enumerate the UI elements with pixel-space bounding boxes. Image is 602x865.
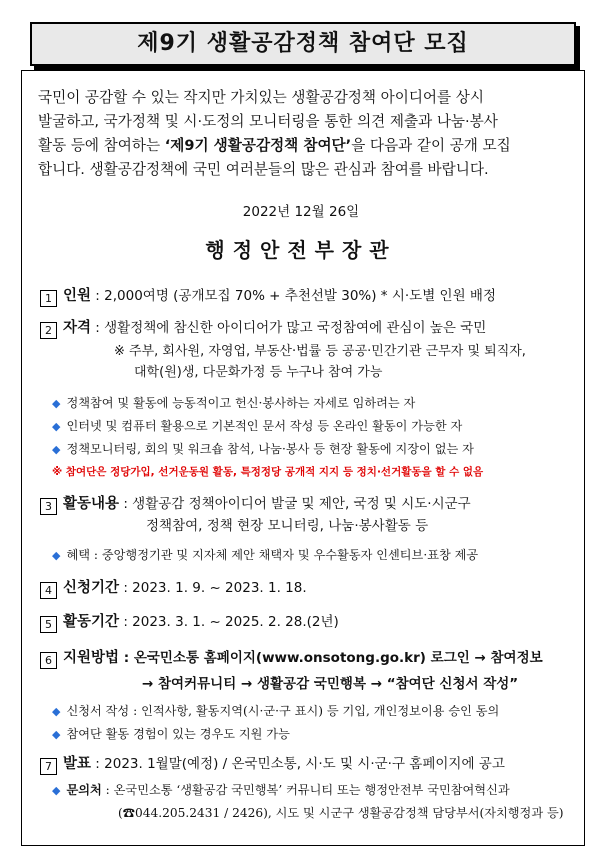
- diamond-icon: ◆: [52, 728, 61, 741]
- section-headcount: 1 인원 : 2,000여명 (공개모집 70% + 추천선발 30%) * 시·도별 인원 배정: [40, 286, 496, 307]
- contact-info: (☎044.205.2431 / 2426), 시도 및 시군구 생활공감정책 담당부서(자치행정과 등): [118, 806, 564, 820]
- diamond-icon: ◆: [52, 443, 61, 456]
- intro-paragraph: [38, 86, 566, 182]
- activities-continued: 정책참여, 정책 현장 모니터링, 나눔·봉사활동 등: [146, 518, 429, 534]
- announcement-date: 2022년 12월 26일: [242, 204, 360, 220]
- contact-info: ◆ 문의처 : 온국민소통 ‘생활공감 국민행복’ 커뮤니티 또는 행정안전부 국민참여혁신과: [52, 783, 510, 797]
- intro-line: 활동 등에 참여하는 ‘제9기 생활공감정책 참여단’을 다음과 같이 공개 모집: [38, 137, 511, 154]
- section-activities: 3 활동내용 : 생활공감 정책아이디어 발굴 및 제안, 국정 및 시도·시군구: [40, 494, 471, 515]
- eligibility-note: 대학(원)생, 다문화가정 등 누구나 참여 가능: [134, 365, 383, 380]
- page-title: 제9기 생활공감정책 참여단 모집: [137, 31, 469, 56]
- diamond-icon: ◆: [52, 420, 61, 433]
- list-item: ◆ 인터넷 및 컴퓨터 활용으로 기본적인 문서 작성 등 온라인 활동이 가능한 자: [52, 419, 463, 433]
- diamond-icon: ◆: [52, 705, 61, 718]
- section-application-period: 4 신청기간 : 2023. 1. 9. ~ 2023. 1. 18.: [40, 578, 307, 599]
- intro-line: 합니다. 생활공감정책에 국민 여러분들의 많은 관심과 참여를 바랍니다.: [38, 161, 489, 178]
- section-announcement: 7 발표 : 2023. 1월말(예정) / 온국민소통, 시·도 및 시·군·구 홈페이지에 공고: [40, 754, 505, 775]
- diamond-icon: ◆: [52, 784, 61, 797]
- warning-note: ※ 참여단은 정당가입, 선거운동원 활동, 특정정당 공개적 지지 등 정치·선거활동을 할 수 없음: [52, 466, 484, 478]
- apply-steps: → 참여커뮤니티 → 생활공감 국민행복 → “참여단 신청서 작성”: [142, 676, 519, 692]
- diamond-icon: ◆: [52, 549, 61, 562]
- diamond-icon: ◆: [52, 397, 61, 410]
- issuer: 행정안전부장관: [205, 238, 397, 262]
- section-eligibility: 2 자격 : 생활정책에 참신한 아이디어가 많고 국정참여에 관심이 높은 국민: [40, 318, 486, 339]
- intro-line: 발굴하고, 국가정책 및 시·도정의 모니터링을 통한 의견 제출과 나눔·봉사: [38, 113, 498, 130]
- list-item: ◆ 참여단 활동 경험이 있는 경우도 지원 가능: [52, 727, 290, 741]
- eligibility-note: ※ 주부, 회사원, 자영업, 부동산·법률 등 공공·민간기관 근무자 및 퇴직자,: [114, 344, 526, 359]
- intro-line: 국민이 공감할 수 있는 작지만 가치있는 생활공감정책 아이디어를 상시: [38, 89, 484, 106]
- section-activity-period: 5 활동기간 : 2023. 3. 1. ~ 2025. 2. 28.(2년): [40, 612, 339, 633]
- list-item: ◆ 신청서 작성 : 인적사항, 활동지역(시·군·구 표시) 등 기입, 개인정보이용 승인 동의: [52, 704, 500, 718]
- list-item: ◆ 정책참여 및 활동에 능동적이고 헌신·봉사하는 자세로 임하려는 자: [52, 396, 416, 410]
- section-how-to-apply: 6 지원방법 : 온국민소통 홈페이지(www.onsotong.go.kr) 로그인 → 참여정보: [40, 648, 543, 669]
- list-item: ◆ 혜택 : 중앙행정기관 및 지자체 제안 채택자 및 우수활동자 인센티브·표창 제공: [52, 548, 479, 562]
- list-item: ◆ 정책모니터링, 회의 및 워크숍 참석, 나눔·봉사 등 현장 활동에 지장이 없는 자: [52, 442, 474, 456]
- title-banner: [30, 22, 576, 66]
